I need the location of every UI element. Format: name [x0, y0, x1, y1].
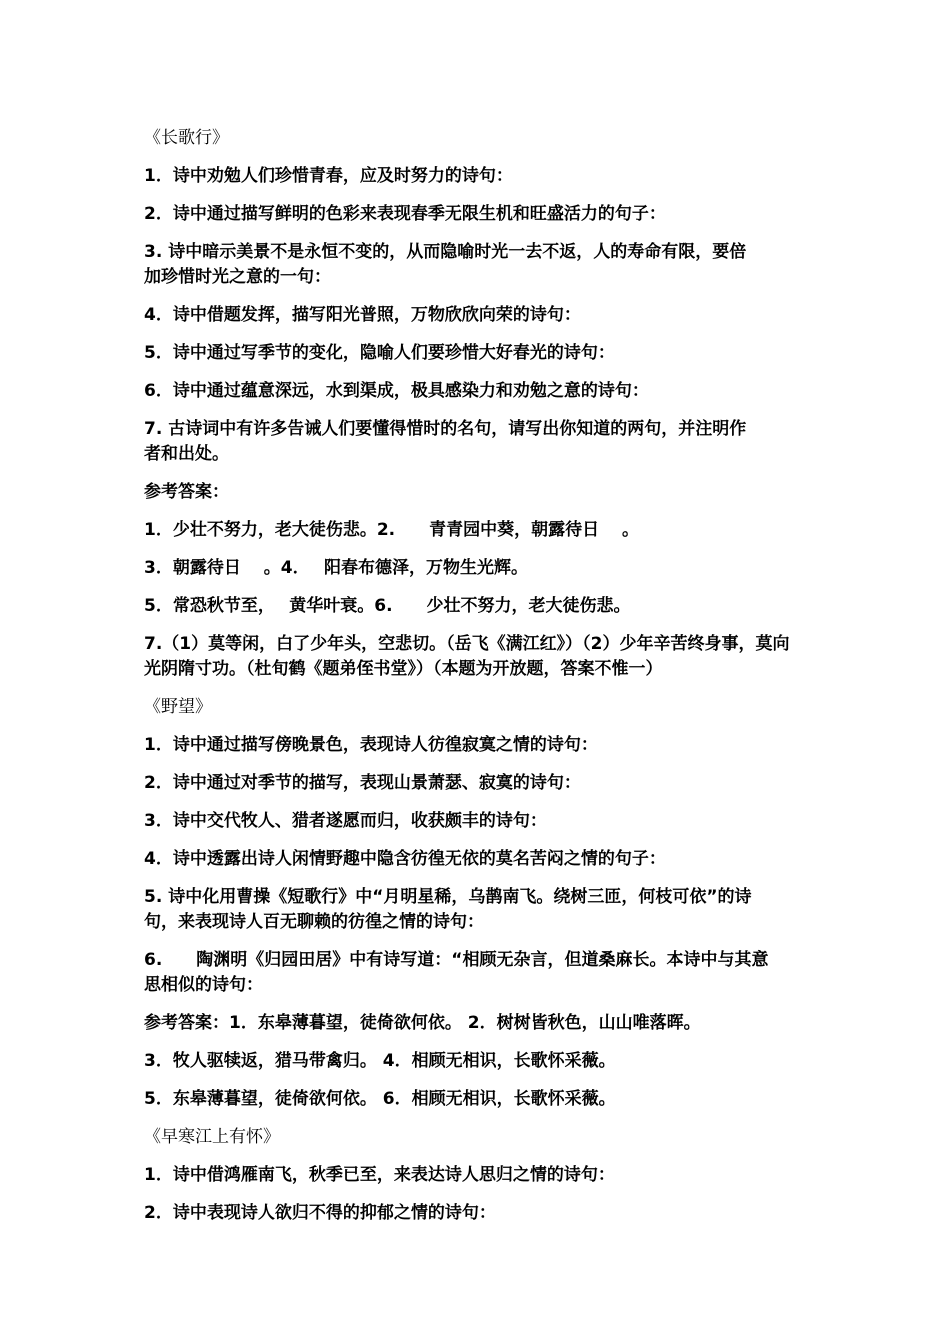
text-line: 光阴隋寸功。（杜旬鹤《题弟侄书堂》）（本题为开放题，答案不惟一） [144, 659, 663, 679]
section-title: 《早寒江上有怀》 [144, 1127, 280, 1147]
text-line: 参考答案：1．东皋薄暮望，徒倚欲何依。 2．树树皆秋色，山山唯落晖。 [144, 1013, 701, 1033]
text-line: 5. 诗中化用曹操《短歌行》中“月明星稀，乌鹊南飞。绕树三匝，何枝可依”的诗 [144, 887, 752, 907]
text-line: 2．诗中通过对季节的描写，表现山景萧瑟、寂寞的诗句： [144, 773, 581, 793]
section-title: 《野望》 [144, 697, 212, 717]
section-title: 《长歌行》 [144, 128, 229, 148]
text-line: 1．诗中借鸿雁南飞，秋季已至，来表达诗人思归之情的诗句： [144, 1165, 615, 1185]
text-line: 2．诗中通过描写鲜明的色彩来表现春季无限生机和旺盛活力的句子： [144, 204, 666, 224]
text-line: 4．诗中透露出诗人闲情野趣中隐含彷徨无依的莫名苦闷之情的句子： [144, 849, 666, 869]
text-line: 5．常恐秋节至， 黄华叶衰。6. 少壮不努力，老大徒伤悲。 [144, 596, 631, 616]
text-line: 6. 陶渊明《归园田居》中有诗写道：“相顾无杂言，但道桑麻长。本诗中与其意 [144, 950, 769, 970]
text-line: 3．诗中交代牧人、猎者遂愿而归，收获颇丰的诗句： [144, 811, 547, 831]
text-line: 6．诗中通过蕴意深远，水到渠成，极具感染力和劝勉之意的诗句： [144, 381, 649, 401]
text-line: 3．朝露待日 。4． 阳春布德泽，万物生光辉。 [144, 558, 528, 578]
text-line: 思相似的诗句： [144, 975, 263, 995]
text-line: 1．少壮不努力，老大徒伤悲。2. 青青园中葵，朝露待日 。 [144, 520, 640, 540]
text-line: 5．诗中通过写季节的变化，隐喻人们要珍惜大好春光的诗句： [144, 343, 615, 363]
text-line: 参考答案： [144, 482, 229, 502]
text-line: 者和出处。 [144, 444, 229, 464]
text-line: 3．牧人驱犊返，猎马带禽归。 4．相顾无相识，长歌怀采薇。 [144, 1051, 616, 1071]
text-line: 1．诗中通过描写傍晚景色，表现诗人彷徨寂寞之情的诗句： [144, 735, 598, 755]
text-line: 2．诗中表现诗人欲归不得的抑郁之情的诗句： [144, 1203, 496, 1223]
text-line: 7. 古诗词中有许多告诫人们要懂得惜时的名句，请写出你知道的两句，并注明作 [144, 419, 747, 439]
text-line: 7.（1）莫等闲，白了少年头，空悲切。（岳飞《满江红》）（2）少年辛苦终身事，莫向 [144, 634, 790, 654]
text-line: 4．诗中借题发挥，描写阳光普照，万物欣欣向荣的诗句： [144, 305, 581, 325]
text-line: 句，来表现诗人百无聊赖的彷徨之情的诗句： [144, 912, 484, 932]
text-line: 3. 诗中暗示美景不是永恒不变的，从而隐喻时光一去不返，人的寿命有限，要倍 [144, 242, 747, 262]
text-line: 加珍惜时光之意的一句： [144, 267, 331, 287]
text-line: 5．东皋薄暮望，徒倚欲何依。 6．相顾无相识，长歌怀采薇。 [144, 1089, 616, 1109]
text-line: 1．诗中劝勉人们珍惜青春，应及时努力的诗句： [144, 166, 513, 186]
